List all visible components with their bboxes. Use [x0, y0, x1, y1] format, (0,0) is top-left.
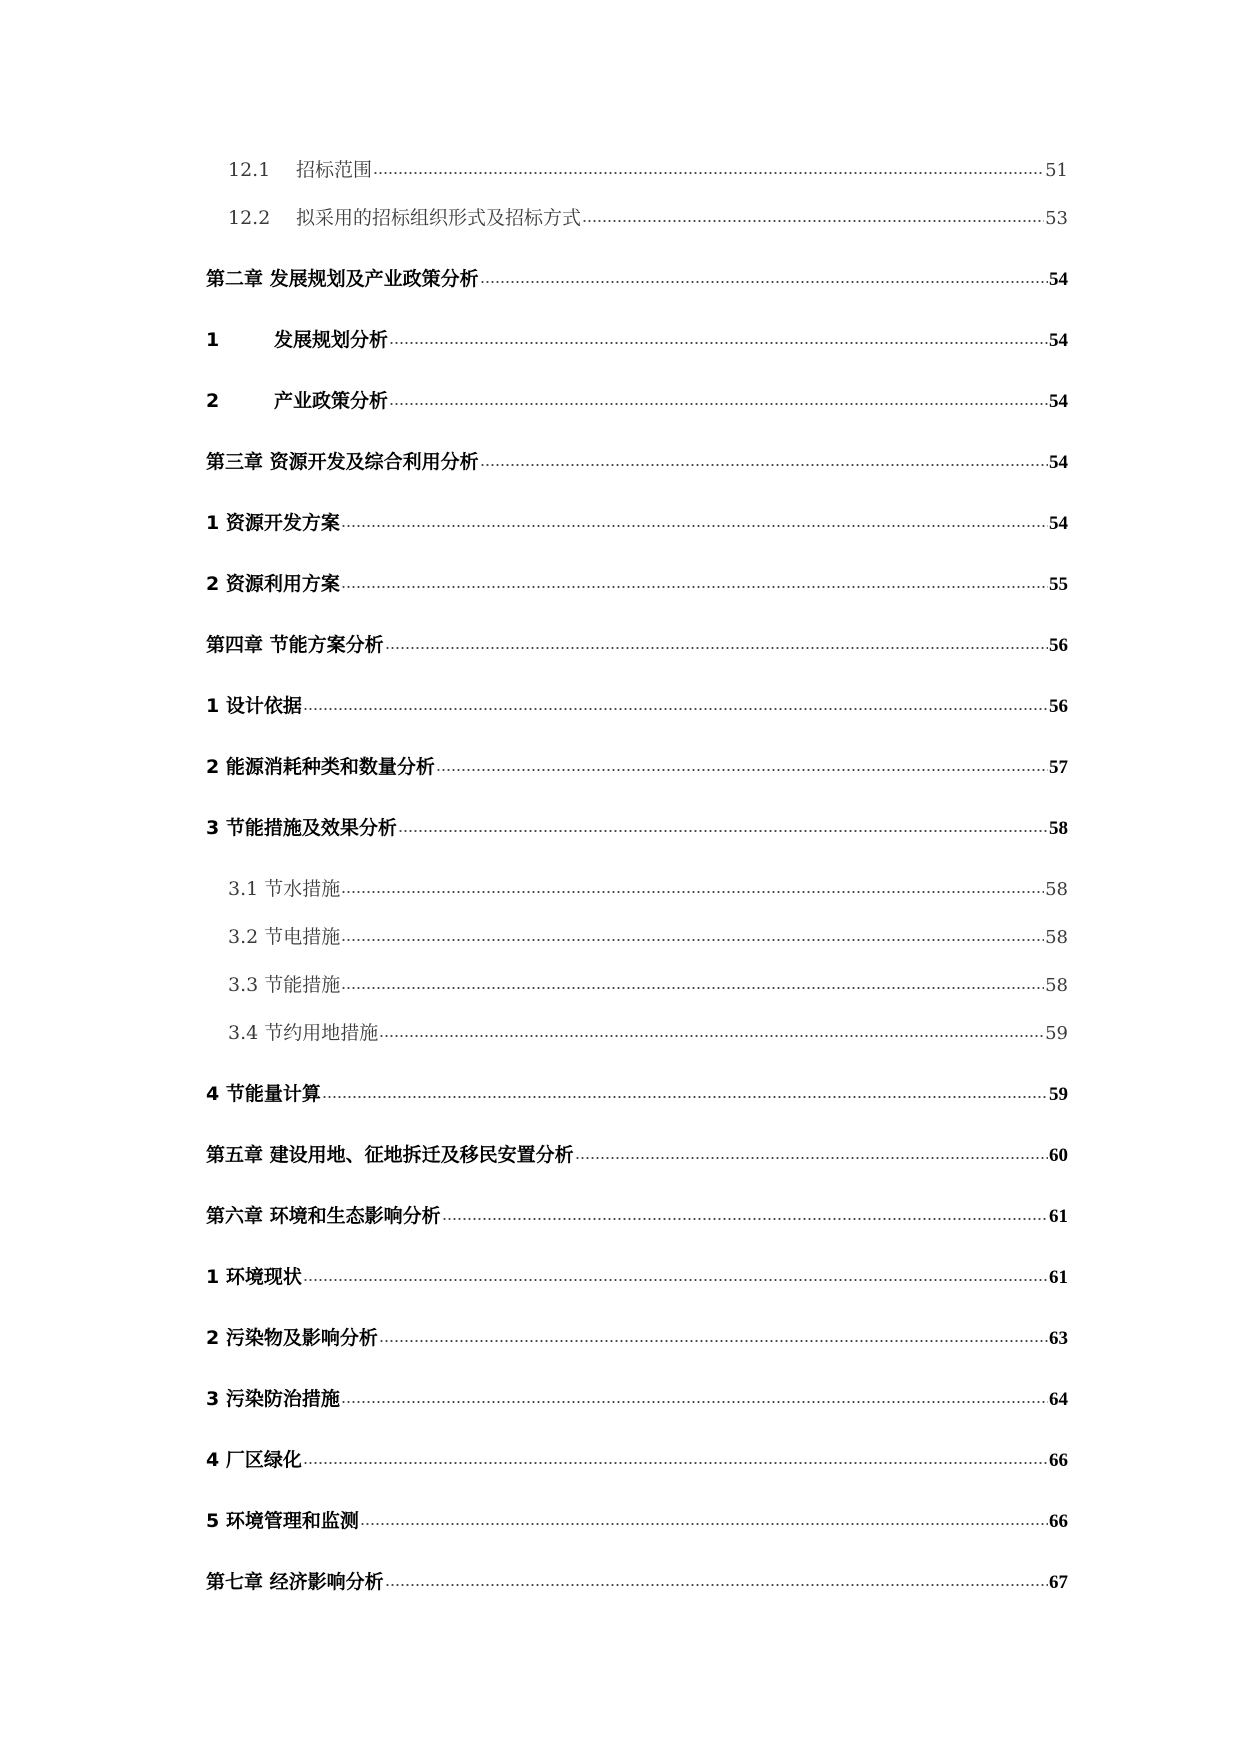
toc-entry-title: 3.4 节约用地措施: [228, 1022, 379, 1044]
dot-leader: [341, 986, 1044, 990]
toc-chapter-entry[interactable]: [206, 453, 1068, 472]
dot-leader: [389, 341, 1048, 345]
dot-leader: [303, 1278, 1048, 1282]
dot-leader: [582, 219, 1044, 223]
toc-entry-title: 4 厂区绿化: [206, 1449, 302, 1471]
toc-entry-page: 60: [1049, 1145, 1068, 1166]
toc-chapter-entry[interactable]: [206, 270, 1068, 289]
toc-entry-page: 56: [1049, 635, 1068, 656]
toc-entry-title: 第六章 环境和生态影响分析: [206, 1205, 441, 1227]
toc-entry-title: 2 污染物及影响分析: [206, 1327, 378, 1349]
toc-entry[interactable]: [206, 1268, 1068, 1287]
toc-entry-title: 第三章 资源开发及综合利用分析: [206, 451, 479, 473]
dot-leader: [575, 1156, 1048, 1160]
toc-entry-page: 59: [1049, 1084, 1068, 1105]
dot-leader: [389, 402, 1048, 406]
toc-entry-number: 1: [206, 329, 220, 351]
toc-entry[interactable]: [206, 1085, 1068, 1104]
toc-entry-page: 51: [1045, 160, 1068, 181]
toc-entry-number: 12.1: [228, 159, 271, 181]
toc-entry-page: 54: [1049, 330, 1068, 351]
toc-entry-page: 61: [1049, 1206, 1068, 1227]
toc-entry[interactable]: [228, 880, 1068, 899]
dot-leader: [341, 938, 1044, 942]
toc-entry-page: 54: [1049, 391, 1068, 412]
toc-entry-page: 59: [1045, 1023, 1068, 1044]
toc-entry-title: 1 设计依据: [206, 695, 302, 717]
toc-entry-page: 64: [1049, 1389, 1068, 1410]
dot-leader: [341, 1400, 1048, 1404]
toc-entry[interactable]: [206, 1451, 1068, 1470]
toc-entry-page: 67: [1049, 1572, 1068, 1593]
toc-entry[interactable]: [228, 209, 1068, 228]
toc-entry-title: 2 资源利用方案: [206, 573, 340, 595]
toc-entry-title: 3.2 节电措施: [228, 926, 341, 948]
dot-leader: [360, 1522, 1048, 1526]
toc-chapter-entry[interactable]: [206, 1207, 1068, 1226]
toc-entry[interactable]: [206, 331, 1068, 350]
toc-entry-page: 56: [1049, 696, 1068, 717]
toc-entry-title: 第二章 发展规划及产业政策分析: [206, 268, 479, 290]
toc-entry[interactable]: [206, 697, 1068, 716]
toc-entry-title: 招标范围: [296, 159, 373, 181]
dot-leader: [303, 707, 1048, 711]
toc-entry-page: 55: [1049, 574, 1068, 595]
dot-leader: [303, 1461, 1048, 1465]
toc-entry-page: 58: [1045, 879, 1068, 900]
toc-entry-title: 3 节能措施及效果分析: [206, 817, 397, 839]
toc-entry-page: 61: [1049, 1267, 1068, 1288]
toc-entry-title: 拟采用的招标组织形式及招标方式: [296, 207, 582, 229]
dot-leader: [379, 1339, 1048, 1343]
toc-entry-title: 第四章 节能方案分析: [206, 634, 384, 656]
dot-leader: [480, 280, 1048, 284]
toc-entry-title: 3.1 节水措施: [228, 878, 341, 900]
toc-entry-title: 3.3 节能措施: [228, 974, 341, 996]
toc-entry-page: 66: [1049, 1511, 1068, 1532]
dot-leader: [480, 463, 1048, 467]
dot-leader: [385, 1583, 1048, 1587]
toc-entry-title: 2 能源消耗种类和数量分析: [206, 756, 435, 778]
dot-leader: [322, 1095, 1048, 1099]
dot-leader: [341, 524, 1048, 528]
toc-entry-title: 3 污染防治措施: [206, 1388, 340, 1410]
toc-entry-title: 第七章 经济影响分析: [206, 1571, 384, 1593]
toc-entry[interactable]: [206, 392, 1068, 411]
toc-entry[interactable]: [228, 161, 1068, 180]
toc-entry-page: 57: [1049, 757, 1068, 778]
toc-entry-title: 发展规划分析: [274, 329, 389, 351]
dot-leader: [379, 1034, 1044, 1038]
dot-leader: [436, 768, 1048, 772]
toc-entry[interactable]: [228, 928, 1068, 947]
toc-entry-number: 12.2: [228, 207, 271, 229]
toc-entry-page: 66: [1049, 1450, 1068, 1471]
dot-leader: [398, 829, 1048, 833]
toc-entry-page: 54: [1049, 269, 1068, 290]
toc-entry[interactable]: [206, 758, 1068, 777]
toc-entry-title: 1 环境现状: [206, 1266, 302, 1288]
toc-entry-page: 54: [1049, 513, 1068, 534]
toc-entry-page: 58: [1045, 975, 1068, 996]
dot-leader: [373, 171, 1044, 175]
toc-entry-title: 5 环境管理和监测: [206, 1510, 359, 1532]
toc-chapter-entry[interactable]: [206, 636, 1068, 655]
toc-entry-title: 4 节能量计算: [206, 1083, 321, 1105]
toc-entry-title: 第五章 建设用地、征地拆迁及移民安置分析: [206, 1144, 574, 1166]
toc-entry-title: 1 资源开发方案: [206, 512, 340, 534]
dot-leader: [341, 890, 1044, 894]
toc-chapter-entry[interactable]: [206, 1146, 1068, 1165]
toc-entry-page: 58: [1045, 927, 1068, 948]
dot-leader: [442, 1217, 1048, 1221]
toc-entry-title: 产业政策分析: [274, 390, 389, 412]
toc-chapter-entry[interactable]: [206, 1573, 1068, 1592]
toc-entry[interactable]: [228, 976, 1068, 995]
toc-entry-page: 54: [1049, 452, 1068, 473]
toc-entry-page: 58: [1049, 818, 1068, 839]
toc-entry[interactable]: [206, 514, 1068, 533]
toc-entry[interactable]: [206, 575, 1068, 594]
toc-entry-page: 63: [1049, 1328, 1068, 1349]
dot-leader: [341, 585, 1048, 589]
toc-entry-page: 53: [1045, 208, 1068, 229]
toc-entry[interactable]: [206, 1329, 1068, 1348]
dot-leader: [385, 646, 1048, 650]
toc-entry[interactable]: [206, 1390, 1068, 1409]
toc-entry[interactable]: [206, 1512, 1068, 1531]
toc-entry[interactable]: [228, 1024, 1068, 1043]
toc-entry[interactable]: [206, 819, 1068, 838]
toc-entry-number: 2: [206, 390, 220, 412]
